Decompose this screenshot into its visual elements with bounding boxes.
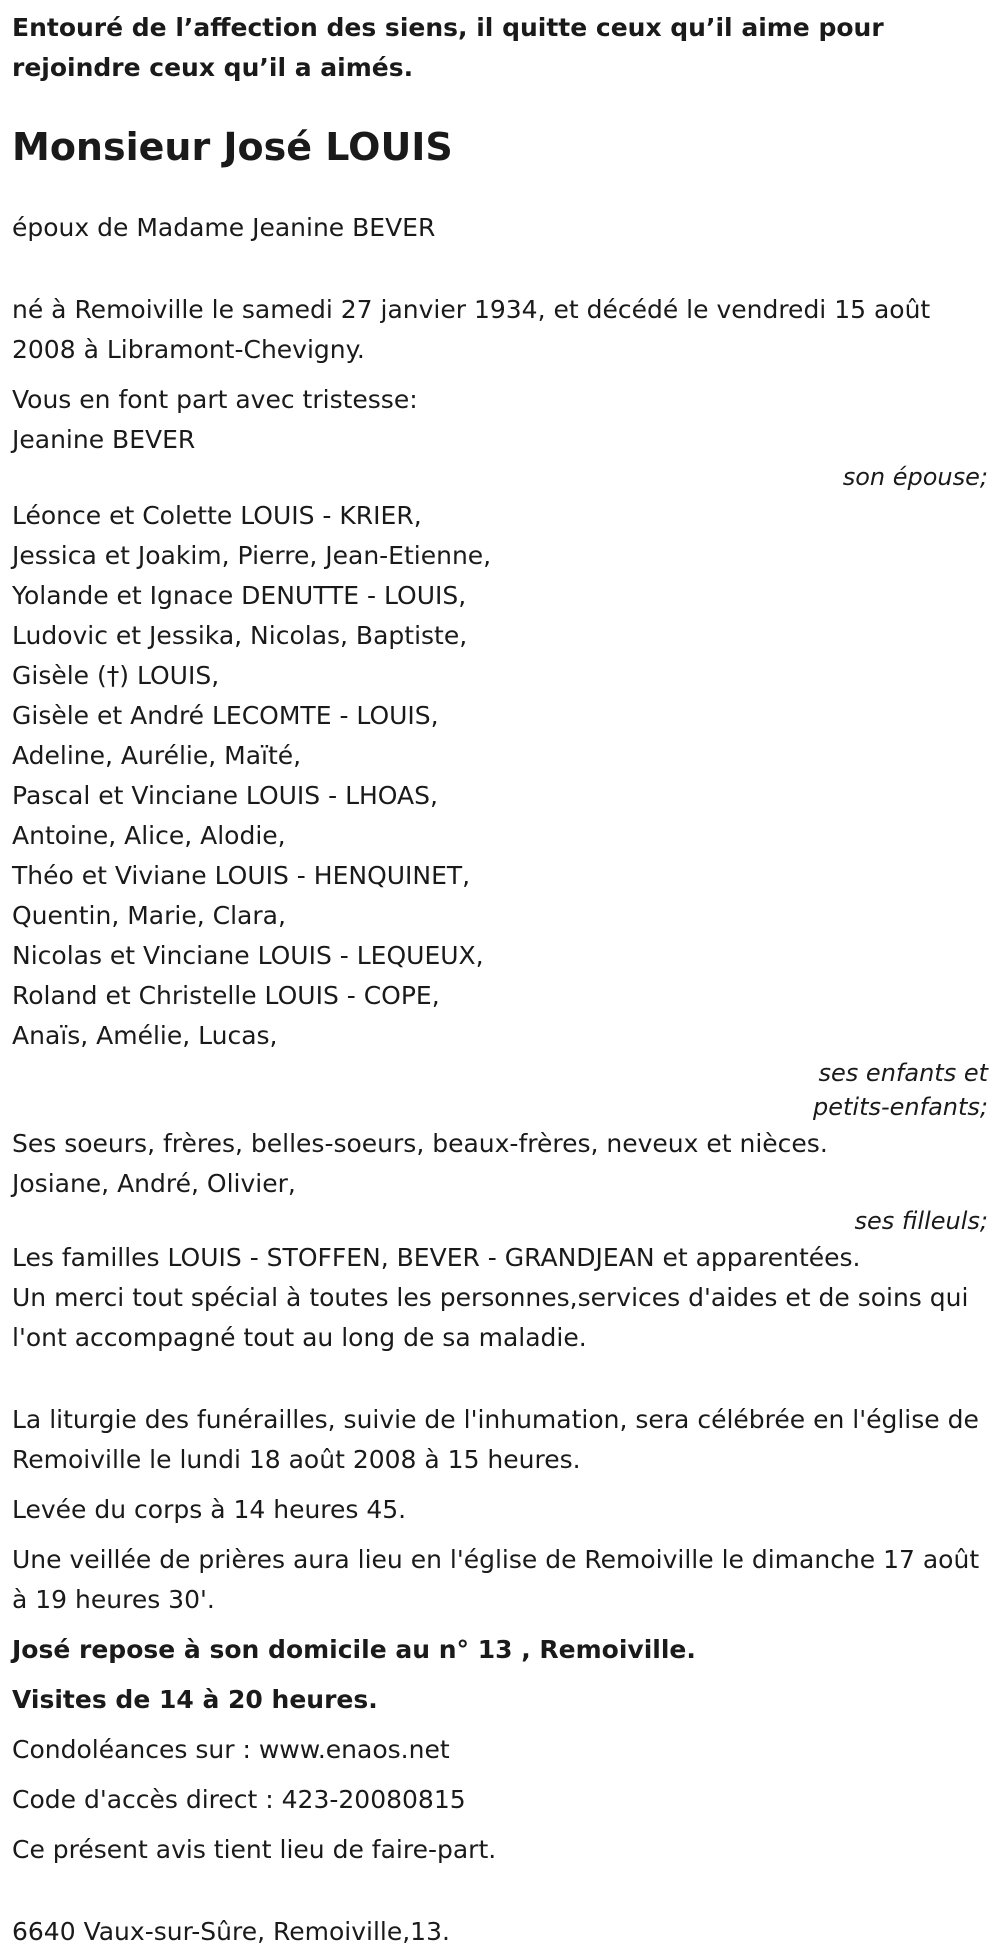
wife-name: Jeanine BEVER: [12, 425, 196, 454]
deceased-name: Monsieur José LOUIS: [12, 125, 453, 169]
thanks-paragraph: Un merci tout spécial à toutes les personnes,services d'aides et de soins qui l'ont accompagné tout au long de sa maladie.: [12, 1283, 969, 1352]
address-line: 6640 Vaux-sur-Sûre, Remoiville,13.: [12, 1917, 450, 1946]
epigraph: [12, 8, 988, 88]
family-line: Roland et Christelle LOUIS - COPE,: [12, 981, 440, 1010]
spouse-line: époux de Madame Jeanine BEVER: [12, 213, 436, 242]
birth-death-info: né à Remoiville le samedi 27 janvier 1934, et décédé le vendredi 15 août 2008 à Libramont-Chevigny.: [12, 295, 931, 364]
family-line: Quentin, Marie, Clara,: [12, 901, 286, 930]
epigraph-line: Entouré de l’affection des siens, il quitte ceux qu’il aime pour: [12, 13, 884, 42]
family-line: Léonce et Colette LOUIS - KRIER,: [12, 501, 422, 530]
rests-line: José repose à son domicile au n° 13 , Remoiville.: [12, 1635, 696, 1664]
godchildren-relation: ses filleuls;: [854, 1207, 988, 1235]
family-line: Jessica et Joakim, Pierre, Jean-Etienne,: [12, 541, 492, 570]
access-code-line: Code d'accès direct : 423-20080815: [12, 1785, 466, 1814]
family-line: Antoine, Alice, Alodie,: [12, 821, 286, 850]
godchildren-line: Josiane, André, Olivier,: [12, 1169, 296, 1198]
family-line: Nicolas et Vinciane LOUIS - LEQUEUX,: [12, 941, 484, 970]
family-line: Pascal et Vinciane LOUIS - LHOAS,: [12, 781, 438, 810]
children-relation-line: petits-enfants;: [813, 1093, 988, 1121]
vigil-paragraph: Une veillée de prières aura lieu en l'église de Remoiville le dimanche 17 août à 19 heures 30'.: [12, 1545, 980, 1614]
children-relation-line: ses enfants et: [818, 1059, 988, 1087]
families-line: Les familles LOUIS - STOFFEN, BEVER - GRANDJEAN et apparentées.: [12, 1243, 861, 1272]
children-relation: [12, 1056, 988, 1124]
family-line: Ludovic et Jessika, Nicolas, Baptiste,: [12, 621, 468, 650]
children-list: [12, 496, 988, 1056]
levee-line: Levée du corps à 14 heures 45.: [12, 1495, 407, 1524]
family-line: Yolande et Ignace DENUTTE - LOUIS,: [12, 581, 467, 610]
notice-line: Ce présent avis tient lieu de faire-part.: [12, 1835, 497, 1864]
visits-line: Visites de 14 à 20 heures.: [12, 1685, 378, 1714]
family-line: Adeline, Aurélie, Maïté,: [12, 741, 302, 770]
family-line: Théo et Viviane LOUIS - HENQUINET,: [12, 861, 471, 890]
family-line: Anaïs, Amélie, Lucas,: [12, 1021, 278, 1050]
family-line: Gisèle (†) LOUIS,: [12, 661, 220, 690]
announcement-intro: Vous en font part avec tristesse:: [12, 385, 418, 414]
family-line: Gisèle et André LECOMTE - LOUIS,: [12, 701, 439, 730]
wife-relation: son épouse;: [842, 463, 988, 491]
siblings-line: Ses soeurs, frères, belles-soeurs, beaux-frères, neveux et nièces.: [12, 1129, 828, 1158]
liturgy-paragraph: La liturgie des funérailles, suivie de l'inhumation, sera célébrée en l'église de Remoiville le lundi 18 août 2008 à 15 heures.: [12, 1405, 979, 1474]
epigraph-line: rejoindre ceux qu’il a aimés.: [12, 53, 414, 82]
condolences-line: Condoléances sur : www.enaos.net: [12, 1735, 450, 1764]
